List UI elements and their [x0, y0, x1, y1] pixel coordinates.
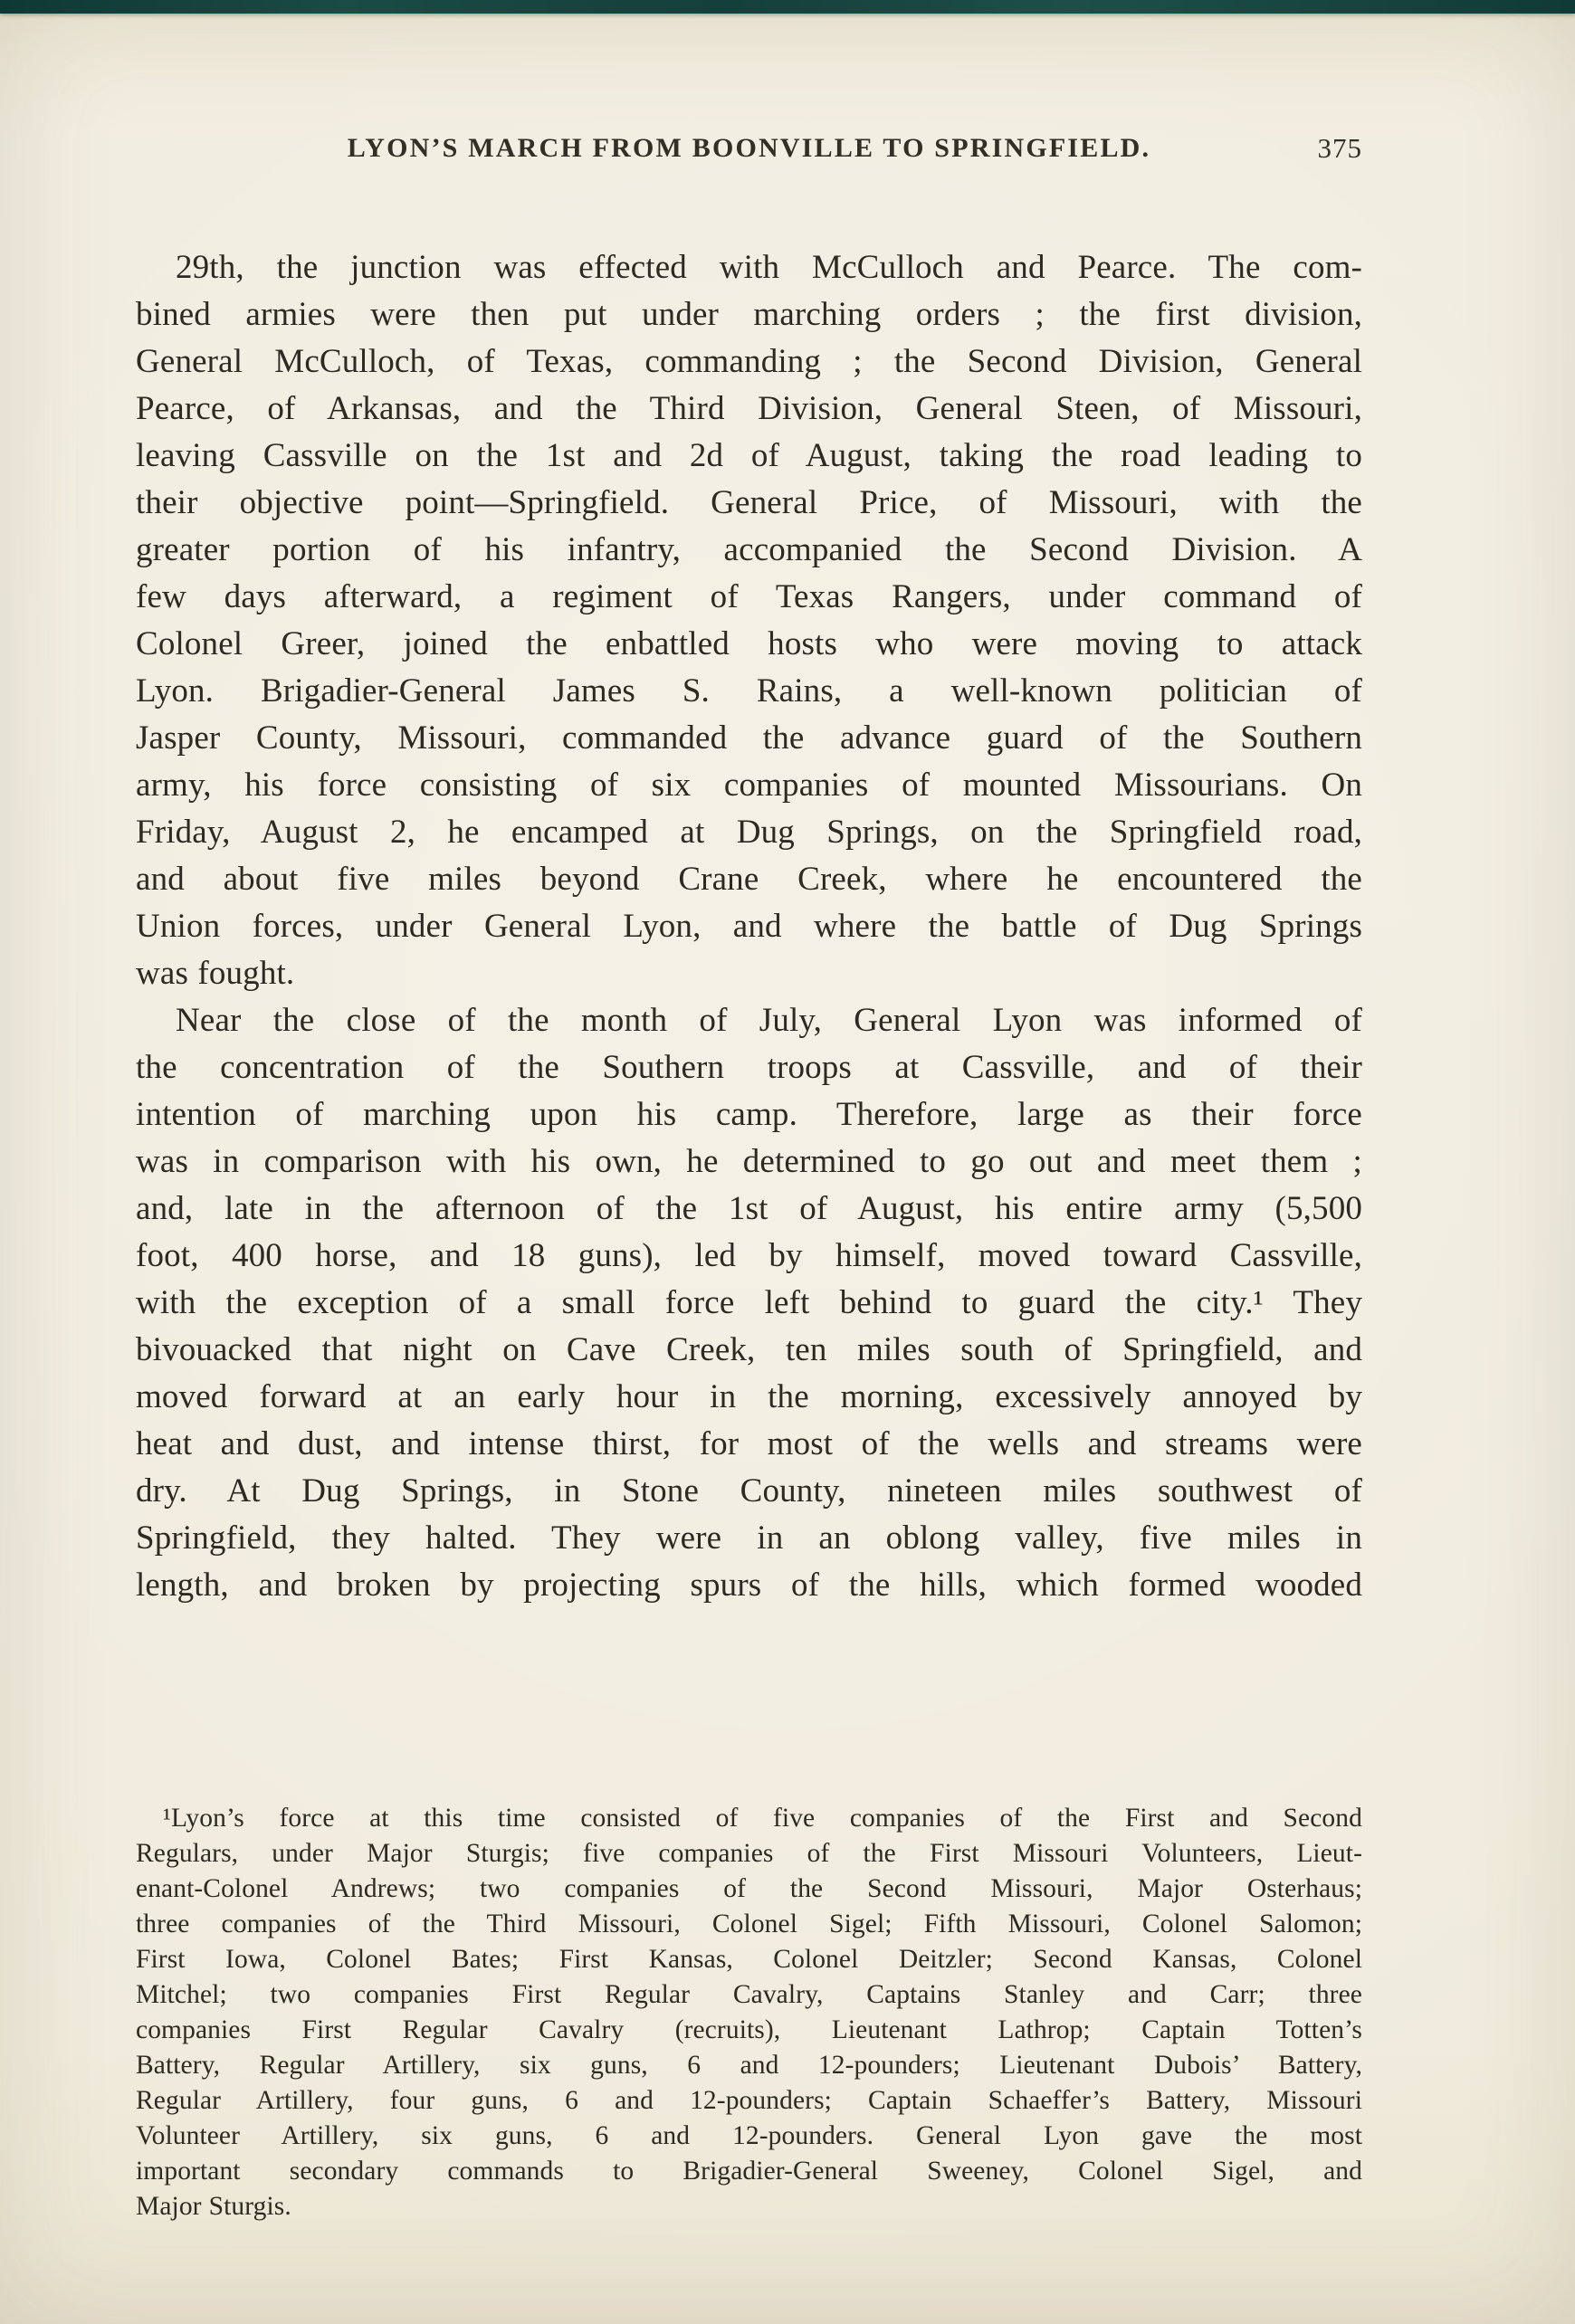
text-line: 29th, the junction was effected with McCulloch and Pearce. The com- — [176, 249, 1362, 286]
text-line: their objective point—Springfield. General Price, of Missouri, with the — [136, 484, 1362, 521]
text-line: dry. At Dug Springs, in Stone County, nineteen miles southwest of — [136, 1472, 1362, 1510]
text-line: army, his force consisting of six companies of mounted Missourians. On — [136, 767, 1362, 804]
text-line: foot, 400 horse, and 18 guns), led by himself, moved toward Cassville, — [136, 1237, 1362, 1274]
text-line: Regular Artillery, four guns, 6 and 12-pounders; Captain Schaeffer’s Battery, Missouri — [136, 2086, 1362, 2115]
text-line: Jasper County, Missouri, commanded the advance guard of the Southern — [136, 719, 1362, 757]
text-line: Near the close of the month of July, General Lyon was informed of — [176, 1002, 1362, 1039]
text-line: Regulars, under Major Sturgis; five companies of the First Missouri Volunteers, Lieut- — [136, 1839, 1362, 1868]
text-line: important secondary commands to Brigadier-General Sweeney, Colonel Sigel, and — [136, 2157, 1362, 2186]
body-text — [136, 244, 1362, 1609]
text-line: Friday, August 2, he encamped at Dug Springs, on the Springfield road, — [136, 814, 1362, 851]
text-line: Volunteer Artillery, six guns, 6 and 12-pounders. General Lyon gave the most — [136, 2121, 1362, 2150]
text-line: greater portion of his infantry, accompanied the Second Division. A — [136, 531, 1362, 568]
text-line: intention of marching upon his camp. Therefore, large as their force — [136, 1096, 1362, 1133]
text-line: moved forward at an early hour in the morning, excessively annoyed by — [136, 1378, 1362, 1415]
text-line: Mitchel; two companies First Regular Cavalry, Captains Stanley and Carr; three — [136, 1980, 1362, 2009]
text-line: Union forces, under General Lyon, and where the battle of Dug Springs — [136, 908, 1362, 945]
paragraph-1 — [136, 244, 1362, 997]
text-line: General McCulloch, of Texas, commanding ; the Second Division, General — [136, 343, 1362, 380]
text-line: the concentration of the Southern troops at Cassville, and of their — [136, 1049, 1362, 1086]
text-line: First Iowa, Colonel Bates; First Kansas, Colonel Deitzler; Second Kansas, Colonel — [136, 1945, 1362, 1974]
page-number: 375 — [1317, 132, 1362, 164]
text-line: Springfield, they halted. They were in an oblong valley, five miles in — [136, 1519, 1362, 1557]
text-line: heat and dust, and intense thirst, for most of the wells and streams were — [136, 1425, 1362, 1462]
running-header — [136, 131, 1362, 167]
running-header-title: LYON’S MARCH FROM BOONVILLE TO SPRINGFIELD. — [347, 133, 1151, 163]
text-line: Colonel Greer, joined the enbattled hosts who were moving to attack — [136, 625, 1362, 662]
text-line: length, and broken by projecting spurs of the hills, which formed wooded — [136, 1567, 1362, 1604]
text-line: ¹Lyon’s force at this time consisted of five companies of the First and Second — [163, 1804, 1362, 1833]
text-line: was fought. — [136, 955, 295, 992]
text-line: Major Sturgis. — [136, 2192, 291, 2221]
text-line: was in comparison with his own, he determined to go out and meet them ; — [136, 1143, 1362, 1180]
text-line: leaving Cassville on the 1st and 2d of August, taking the road leading to — [136, 437, 1362, 474]
text-line: few days afterward, a regiment of Texas Rangers, under command of — [136, 578, 1362, 615]
text-line: companies First Regular Cavalry (recruits), Lieutenant Lathrop; Captain Totten’s — [136, 2015, 1362, 2044]
text-line: Battery, Regular Artillery, six guns, 6 and 12-pounders; Lieutenant Dubois’ Battery, — [136, 2051, 1362, 2080]
scan-edge-artifact-bar — [0, 0, 1575, 14]
text-line: bined armies were then put under marching orders ; the first division, — [136, 296, 1362, 333]
text-line: and about five miles beyond Crane Creek, where he encountered the — [136, 861, 1362, 898]
text-line: bivouacked that night on Cave Creek, ten miles south of Springfield, and — [136, 1331, 1362, 1368]
text-line: three companies of the Third Missouri, Colonel Sigel; Fifth Missouri, Colonel Salomon; — [136, 1910, 1362, 1938]
text-line: with the exception of a small force left behind to guard the city.¹ They — [136, 1284, 1362, 1321]
page-content — [136, 131, 1362, 2224]
footnote — [136, 1801, 1362, 2224]
text-line: Pearce, of Arkansas, and the Third Division, General Steen, of Missouri, — [136, 390, 1362, 427]
text-line: enant-Colonel Andrews; two companies of the Second Missouri, Major Osterhaus; — [136, 1874, 1362, 1903]
text-line: Lyon. Brigadier-General James S. Rains, a well-known politician of — [136, 672, 1362, 710]
text-line: and, late in the afternoon of the 1st of August, his entire army (5,500 — [136, 1190, 1362, 1227]
paragraph-2 — [136, 997, 1362, 1609]
